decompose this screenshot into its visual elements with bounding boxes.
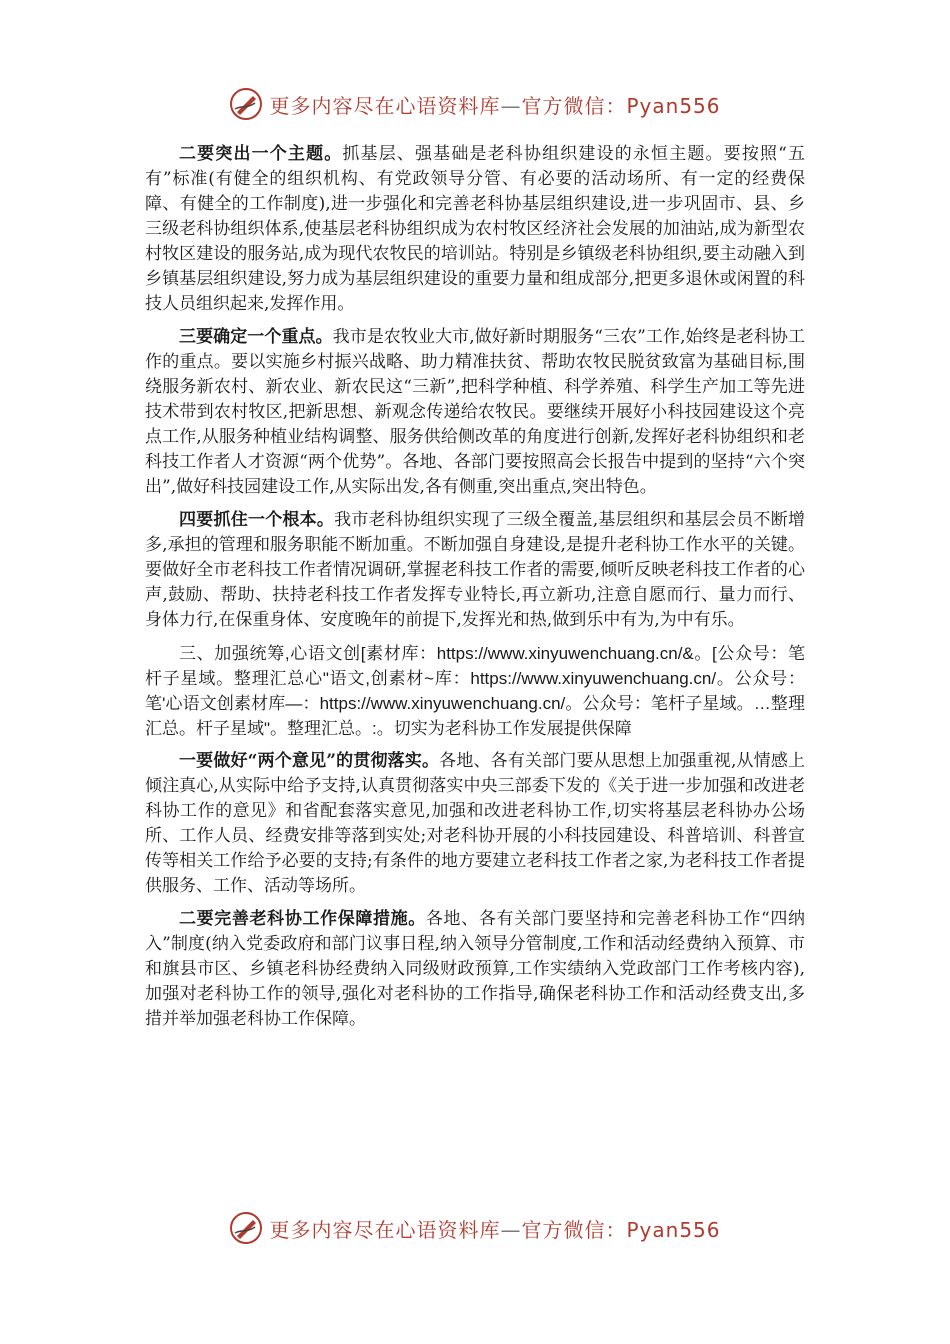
banner-wechat-label: 官方微信： [521, 1217, 627, 1242]
paragraph [145, 907, 805, 1032]
header-banner [0, 84, 950, 124]
banner-title: 更多内容尽在心语资料库 [269, 93, 501, 118]
banner-text-group [269, 90, 720, 119]
banner-wechat-label: 官方微信： [521, 93, 627, 118]
paragraph-text: 我市是农牧业大市,做好新时期服务“三农”工作,始终是老科协工作的重点。要以实施乡村振兴战略、助力精准扶贫、帮助农牧民脱贫致富为基础目标,围绕服务新农村、新农业、新农民这“三新”,把科学种植、科学养殖、科学生产加工等先进技术带到农村牧区,把新思想、新观念传递给农牧民。要继续开展好小科技园建设这个亮点工作,从服务种植业结构调整、服务供给侧改革的角度进行创新,发挥好老科协组织和老科技工作者人才资源“两个优势”。各地、各部门要按照高会长报告中提到的坚持“六个突出”,做好科技园建设工作,从实际出发,各有侧重,突出重点,突出特色。 [145, 327, 805, 497]
paragraph-text: 各地、各有关部门要从思想上加强重视,从情感上倾注真心,从实际中给予支持,认真贯彻落实中央三部委下发的《关于进一步加强和改进老科协工作的意见》和省配套落实意见,加强和改进老科协工作,切实将基层老科协办公场所、工作人员、经费安排等落到实处;对老科协开展的小科技园建设、科普培训、科普宣传等相关工作给予必要的支持;有条件的地方要建立老科技工作者之家,为老科技工作者提供服务、工作、活动等场所。 [145, 751, 805, 896]
pen-logo-icon [229, 87, 263, 121]
paragraph-text: 各地、各有关部门要坚持和完善老科协工作“四纳入”制度(纳入党委政府和部门议事日程,纳入领导分管制度,工作和活动经费纳入预算、市和旗县市区、乡镇老科协经费纳入同级财政预算,工作实绩纳入党政部门工作考核内容),加强对老科协工作的领导,强化对老科协的工作指导,确保老科协工作和活动经费支出,多措并举加强老科协工作保障。 [145, 909, 805, 1029]
footer-banner [0, 1208, 950, 1248]
banner-title: 更多内容尽在心语资料库 [269, 1217, 501, 1242]
paragraph-text: 我市老科协组织实现了三级全覆盖,基层组织和基层会员不断增多,承担的管理和服务职能不断加重。不断加强自身建设,是提升老科协工作水平的关键。要做好全市老科技工作者情况调研,掌握老科技工作者的需要,倾听反映老科技工作者的心声,鼓励、帮助、扶持老科技工作者发挥专业特长,再立新功,注意自愿而行、量力而行、身体力行,在保重身体、安度晚年的前提下,发挥光和热,做到乐中有为,为中有乐。 [145, 510, 806, 630]
paragraph [145, 508, 805, 633]
banner-separator: — [500, 93, 522, 118]
paragraph-lead: 二要突出一个主题。 [179, 144, 343, 164]
banner-wechat-id: Pyan556 [626, 1217, 721, 1242]
section-heading-paragraph [145, 641, 805, 741]
banner-separator: — [500, 1217, 522, 1242]
paragraph-lead: 一要做好“两个意见”的贯彻落实。 [179, 751, 440, 771]
document-body [145, 142, 805, 1040]
paragraph-lead: 四要抓住一个根本。 [179, 510, 335, 530]
paragraph [145, 325, 805, 500]
paragraph-text: 抓基层、强基础是老科协组织建设的永恒主题。要按照“五有”标准(有健全的组织机构、有党政领导分管、有必要的活动场所、有一定的经费保障、有健全的工作制度),进一步强化和完善老科协基层组织建设,进一步巩固市、县、乡三级老科协组织体系,使基层老科协组织成为农村牧区经济社会发展的加油站,成为新型农村牧区建设的服务站,成为现代农牧民的培训站。特别是乡镇级老科协组织,要主动融入到乡镇基层组织建设,努力成为基层组织建设的重要力量和组成部分,把更多退休或闲置的科技人员组织起来,发挥作用。 [145, 144, 805, 314]
paragraph-lead: 三要确定一个重点。 [179, 327, 333, 347]
paragraph [145, 749, 805, 899]
paragraph-lead: 二要完善老科协工作保障措施。 [179, 909, 426, 929]
pen-logo-icon [229, 1211, 263, 1245]
banner-text-group [269, 1214, 720, 1243]
paragraph [145, 142, 805, 317]
paragraph-text: 三、加强统筹,心语文创[素材库：https://www.xinyuwenchuang.cn/&。[公众号：笔杆子星域。整理汇总心"语文,创素材~库：https://www.xinyuwenchuang.cn/。公众号：笔'心语文创素材库—：https://www.xinyuwenchuang.cn/。公众号：笔杆子星域。…整理汇总。杆子星域"。整理汇总。:。切实为老科协工作发展提供保障 [145, 644, 805, 738]
banner-wechat-id: Pyan556 [626, 93, 721, 118]
